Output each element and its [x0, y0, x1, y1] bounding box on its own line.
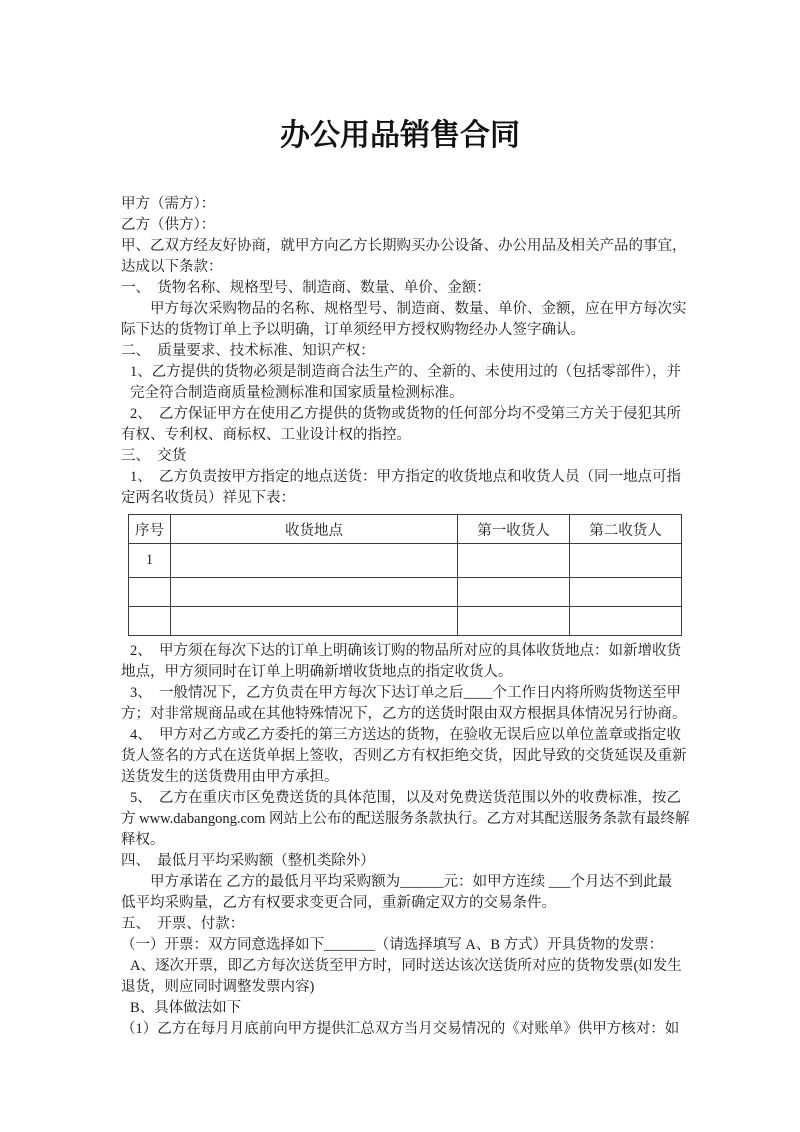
- table-header-row: [129, 515, 682, 544]
- delivery-locations-table: [128, 514, 682, 636]
- contract-line: 1、乙方提供的货物必须是制造商合法生产的、全新的、未使用过的（包括零部件），并: [130, 364, 681, 380]
- contract-line: 2、 甲方须在每次下达的订单上明确该订购的物品所对应的具体收货地点：如新增收货: [130, 643, 681, 659]
- col-header-address: 收货地点: [171, 515, 458, 544]
- table-row: [129, 544, 682, 578]
- cell-address: [171, 544, 458, 578]
- cell-receiver-2: [570, 607, 682, 636]
- contract-line: 甲方每次采购物品的名称、规格型号、制造商、数量、单价、金额，应在甲方每次实: [150, 301, 687, 317]
- cell-index: [129, 578, 171, 607]
- document-title: 办公用品销售合同: [280, 119, 520, 152]
- contract-line: 5、 乙方在重庆市区免费送货的具体范围，以及对免费送货范围以外的收费标准，按乙: [130, 790, 681, 806]
- contract-line: 4、 甲方对乙方或乙方委托的第三方送达的货物，在验收无误后应以单位盖章或指定收: [130, 727, 681, 743]
- contract-line: 2、 乙方保证甲方在使用乙方提供的货物或货物的任何部分均不受第三方关于侵犯其所: [130, 406, 681, 422]
- cell-index: [129, 607, 171, 636]
- contract-line: 际下达的货物订单上予以明确，订单须经甲方授权购物经办人签字确认。: [121, 322, 585, 338]
- section-1-heading: 一、 货物名称、规格型号、制造商、数量、单价、金额：: [121, 280, 491, 296]
- contract-line-with-url: 方 www.dabangong.com 网站上公布的配送服务条款执行。乙方对其配送服务条款有最终解: [121, 811, 690, 827]
- table-row: [129, 607, 682, 636]
- contract-line: 地点，甲方须同时在订单上明确新增收货地点的指定收货人。: [121, 664, 513, 680]
- party-a-line: 甲方（需方）：: [121, 196, 216, 212]
- contract-line: 甲方承诺在 乙方的最低月平均采购额为______元：如甲方连续 ___个月达不到此最: [150, 874, 672, 890]
- contract-line: 释权。: [121, 832, 165, 848]
- contract-line: （一）开票：双方同意选择如下_______（请选择填写 A、B 方式）开具货物的发票：: [121, 937, 664, 953]
- section-5-heading: 五、 开票、付款：: [121, 916, 245, 932]
- cell-index: 1: [129, 544, 171, 578]
- contract-line: 退货，则应同时调整发票内容): [121, 979, 315, 995]
- contract-line: 定两名收货员）祥见下表：: [121, 490, 295, 506]
- col-header-index: 序号: [129, 515, 171, 544]
- section-2-heading: 二、 质量要求、技术标准、知识产权：: [121, 343, 375, 359]
- cell-address: [171, 578, 458, 607]
- table-row: [129, 578, 682, 607]
- section-4-heading: 四、 最低月平均采购额（整机类除外）: [121, 853, 375, 869]
- contract-line: A、逐次开票，即乙方每次送货至甲方时，同时送达该次送货所对应的货物发票(如发生: [130, 958, 682, 974]
- contract-line: 方；对非常规商品或在其他特殊情况下，乙方的送货时限由双方根据具体情况另行协商。: [121, 706, 687, 722]
- col-header-receiver-2: 第二收货人: [570, 515, 682, 544]
- cell-receiver-2: [570, 544, 682, 578]
- contract-line: B、具体做法如下: [130, 1000, 242, 1016]
- contract-line: 送货发生的送货费用由甲方承担。: [121, 769, 339, 785]
- cell-receiver-1: [458, 544, 570, 578]
- party-b-line: 乙方（供方）：: [121, 217, 216, 233]
- cell-receiver-1: [458, 607, 570, 636]
- contract-line: 货人签名的方式在送货单据上签收，否则乙方有权拒绝交货，因此导致的交货延误及重新: [121, 748, 687, 764]
- preamble-line-1: 甲、乙双方经友好协商，就甲方向乙方长期购买办公设备、办公用品及相关产品的事宜，: [121, 238, 687, 254]
- preamble-line-2: 达成以下条款：: [121, 259, 223, 275]
- contract-line: （1）乙方在每月月底前向甲方提供汇总双方当月交易情况的《对账单》供甲方核对：如: [121, 1021, 680, 1037]
- contract-line: 低平均采购量，乙方有权要求变更合同，重新确定双方的交易条件。: [121, 895, 556, 911]
- contract-line: 有权、专利权、商标权、工业设计权的指控。: [121, 427, 411, 443]
- cell-receiver-2: [570, 578, 682, 607]
- cell-address: [171, 607, 458, 636]
- contract-line: 3、 一般情况下，乙方负责在甲方每次下达订单之后____个工作日内将所购货物送至甲: [130, 685, 681, 701]
- col-header-receiver-1: 第一收货人: [458, 515, 570, 544]
- section-3-heading: 三、 交货: [121, 448, 187, 464]
- cell-receiver-1: [458, 578, 570, 607]
- contract-line: 1、 乙方负责按甲方指定的地点送货：甲方指定的收货地点和收货人员（同一地点可指: [130, 469, 681, 485]
- document-body: [121, 194, 691, 1040]
- contract-line: 完全符合制造商质量检测标准和国家质量检测标准。: [130, 385, 464, 401]
